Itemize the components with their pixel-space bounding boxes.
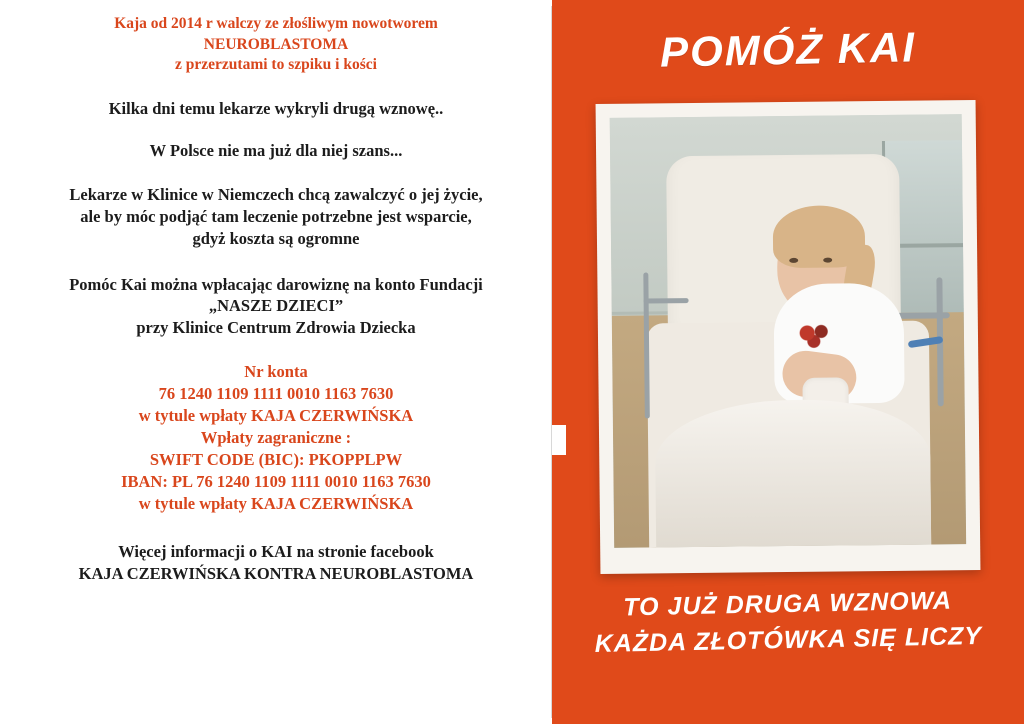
foreign-payments-label: Wpłaty zagraniczne :: [200, 428, 352, 448]
donation-block: [69, 274, 483, 340]
facebook-block: [79, 541, 474, 585]
photo-child-eye-left: [789, 258, 798, 263]
swift-code: SWIFT CODE (BIC): PKOPPLPW: [149, 450, 403, 470]
donation-line-3: przy Klinice Centrum Zdrowia Dziecka: [136, 318, 416, 338]
facebook-page-name: KAJA CZERWIŃSKA KONTRA NEUROBLASTOMA: [78, 563, 474, 583]
clinic-line-3: gdyż koszta są ogromne: [192, 228, 360, 248]
photo-shirt-motif: [794, 322, 838, 350]
photo-bed-rail-left-bar: [643, 298, 689, 303]
photo-blanket: [655, 398, 931, 548]
facebook-line-1: Więcej informacji o KAI na stronie facebook: [118, 541, 434, 561]
panel-notch: [552, 425, 566, 455]
relapse-line: Kilka dni temu lekarze wykryli drugą wznowę..: [108, 98, 444, 118]
iban-number: IBAN: PL 76 1240 1109 1111 0010 1163 7630: [121, 472, 431, 492]
clinic-block: [69, 184, 482, 250]
photo-frame: [596, 100, 981, 574]
clinic-line-1: Lekarze w Klinice w Niemczech chcą zawalczyć o jej życie,: [69, 184, 483, 204]
poster-headline: POMÓŻ KAI: [659, 23, 917, 76]
footer-line-1: TO JUŻ DRUGA WZNOWA: [623, 586, 953, 622]
photo-bed-rail-right-bar: [893, 312, 949, 319]
intro-block: [114, 14, 438, 76]
donation-line-1: Pomóc Kai można wpłacając darowiznę na konto Fundacji: [69, 274, 483, 294]
intro-diagnosis: NEUROBLASTOMA: [203, 35, 349, 53]
intro-line-3: z przerzutami to szpiku i kości: [175, 56, 377, 74]
transfer-title: w tytule wpłaty KAJA CZERWIŃSKA: [138, 406, 414, 426]
account-block: [121, 361, 431, 515]
account-number: 76 1240 1109 1111 0010 1163 7630: [158, 384, 394, 404]
footer-line-2: KAŻDA ZŁOTÓWKA SIĘ LICZY: [594, 622, 983, 659]
intro-line-1: Kaja od 2014 r walczy ze złośliwym nowotworem: [114, 15, 438, 32]
transfer-title-2: w tytule wpłaty KAJA CZERWIŃSKA: [138, 493, 414, 513]
account-label: Nr konta: [244, 362, 308, 382]
no-chance-line: W Polsce nie ma już dla niej szans...: [149, 140, 403, 160]
clinic-line-2: ale by móc podjąć tam leczenie potrzebne jest wsparcie,: [80, 206, 472, 226]
child-photo: [610, 114, 966, 548]
right-orange-panel: [552, 0, 1024, 724]
photo-child-eye-right: [823, 257, 832, 262]
foundation-name: „NASZE DZIECI”: [208, 296, 344, 316]
poster-footer: [552, 581, 1024, 663]
